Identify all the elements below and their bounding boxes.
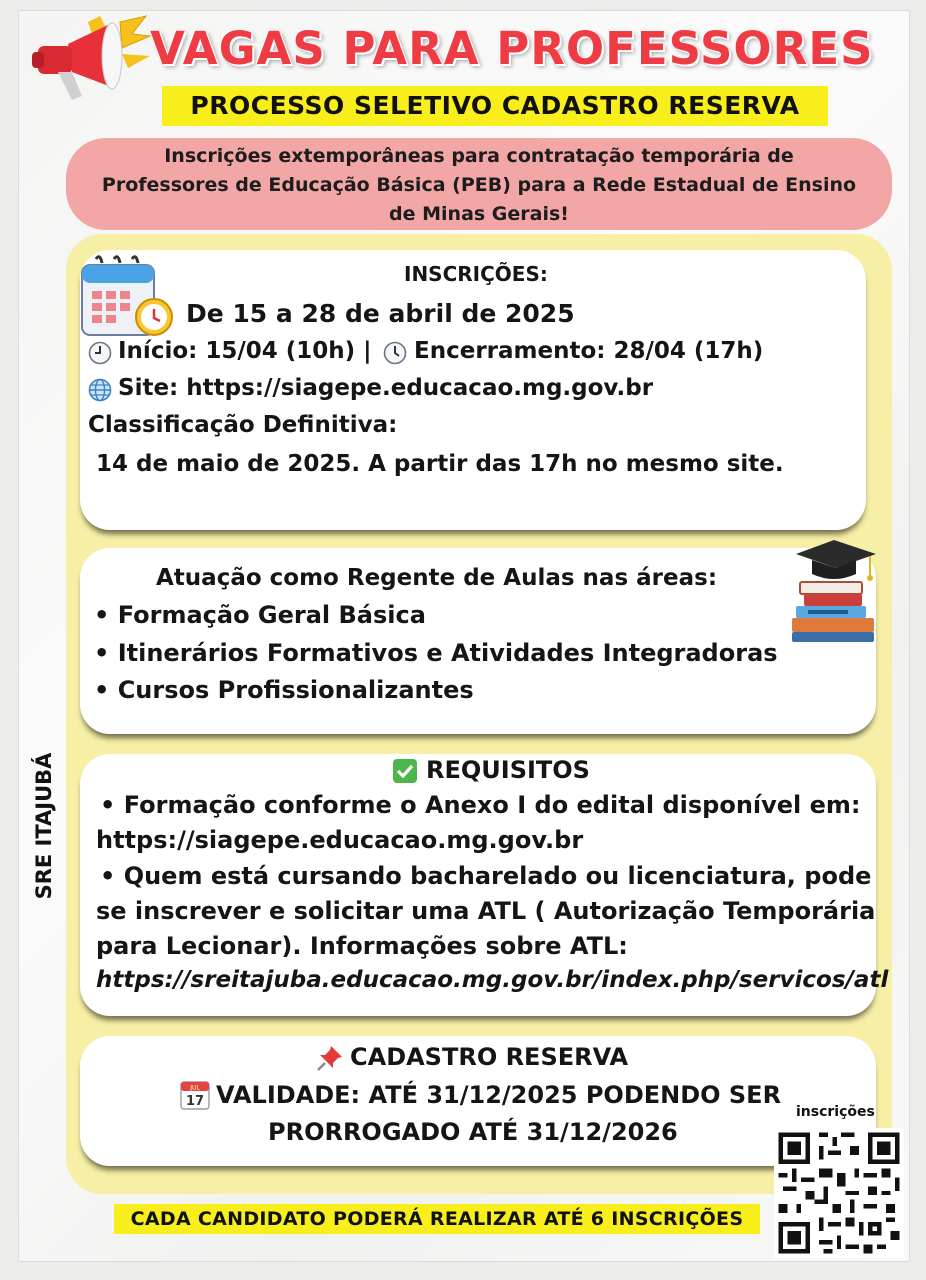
footer-banner: CADA CANDIDATO PODERÁ REALIZAR ATÉ 6 INSCRIÇÕES	[114, 1204, 760, 1234]
atuacao-item: • Formação Geral Básica	[94, 601, 426, 629]
side-label: SRE ITAJUBÁ	[32, 752, 56, 900]
check-icon	[392, 758, 418, 784]
atuacao-heading: Atuação como Regente de Aulas nas áreas:	[156, 565, 718, 591]
books-graduation-icon	[786, 536, 882, 644]
qr-label: inscrições	[796, 1104, 875, 1120]
inscricoes-period: De 15 a 28 de abril de 2025	[186, 299, 575, 328]
cadastro-heading: CADASTRO RESERVA	[350, 1043, 629, 1071]
globe-icon	[88, 378, 112, 402]
intro-line-3: de Minas Gerais!	[389, 203, 569, 225]
site-text: Site: https://siagepe.educacao.mg.gov.br	[118, 375, 654, 401]
clock-icon	[88, 341, 112, 365]
inicio-text: Início: 15/04 (10h) |	[118, 338, 372, 364]
intro-banner	[66, 138, 892, 230]
calendar-clock-icon	[78, 255, 174, 339]
megaphone-icon	[28, 14, 154, 110]
intro-line-2: Professores de Educação Básica (PEB) para a Rede Estadual de Ensino	[101, 174, 857, 196]
atuacao-item: • Cursos Profissionalizantes	[94, 676, 474, 704]
inscricoes-heading: INSCRIÇÕES:	[404, 262, 548, 286]
requisitos-line: • Quem está cursando bacharelado ou licenciatura, pode	[100, 862, 872, 890]
atl-link[interactable]: https://sreitajuba.educacao.mg.gov.br/index.php/servicos/atl	[96, 967, 889, 993]
requisitos-line: se inscrever e solicitar uma ATL ( Autorização Temporária	[96, 897, 876, 925]
atuacao-item: • Itinerários Formativos e Atividades Integradoras	[94, 639, 778, 667]
poster-subtitle: PROCESSO SELETIVO CADASTRO RESERVA	[162, 86, 828, 126]
classificacao-label: Classificação Definitiva:	[88, 412, 398, 438]
cadastro-validade: VALIDADE: ATÉ 31/12/2025 PODENDO SER	[216, 1081, 782, 1109]
qr-code[interactable]	[774, 1128, 904, 1258]
cadastro-prorrogado: PRORROGADO ATÉ 31/12/2026	[268, 1118, 678, 1146]
calendar-icon	[180, 1080, 210, 1110]
svg-text:17: 17	[185, 1094, 205, 1109]
classificacao-text: 14 de maio de 2025. A partir das 17h no mesmo site.	[96, 451, 784, 477]
requisitos-heading: REQUISITOS	[426, 756, 590, 784]
requisitos-line: • Formação conforme o Anexo I do edital disponível em:	[100, 791, 861, 819]
svg-text:JUL: JUL	[190, 1084, 200, 1092]
intro-line-1: Inscrições extemporâneas para contratação temporária de	[164, 145, 794, 167]
clock-icon	[383, 341, 407, 365]
encerramento-text: Encerramento: 28/04 (17h)	[414, 338, 764, 364]
pin-icon	[316, 1044, 344, 1072]
poster-title: VAGAS PARA PROFESSORES	[150, 22, 874, 75]
requisitos-line: para Lecionar). Informações sobre ATL:	[96, 932, 628, 960]
requisitos-line: https://siagepe.educacao.mg.gov.br	[96, 826, 584, 854]
